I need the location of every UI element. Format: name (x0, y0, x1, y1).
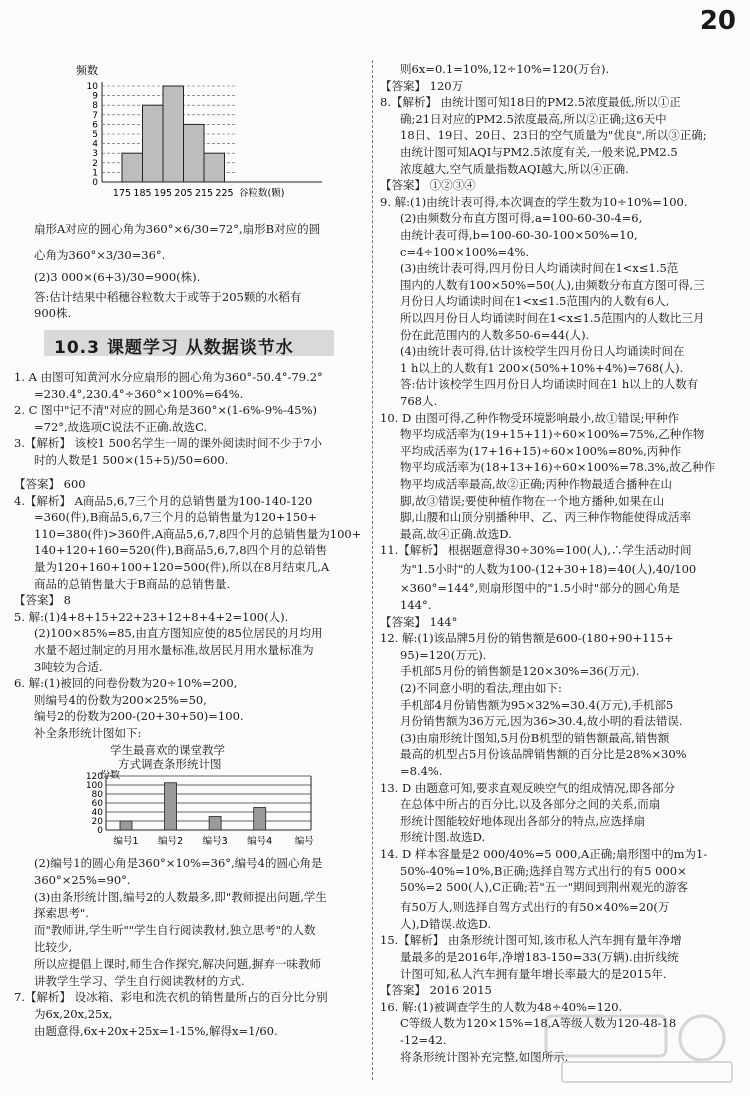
text-line: 由题意得,6x+20x+25x=1-15%,解得x=1/60. (34, 1024, 278, 1038)
text-line: 14. D 样本容量是2 000/40%=5 000,A正确;扇形图中的m为1- (380, 847, 708, 861)
text-line: C等级人数为120×15%=18,A等级人数为120-48-18 (400, 1016, 677, 1031)
hist-ylabel: 频数 (76, 64, 98, 77)
text-line: 18日、19日、20日、23日的空气质量为"优良",所以③正确; (400, 128, 707, 143)
text-line: 11.【解析】 根据题意得30÷30%=100(人),∴学生活动时间 (380, 543, 692, 558)
text-line: 144°. (400, 598, 432, 612)
text-line: 水量不超过制定的月用水量标准,故居民月用水量标准为 (34, 643, 314, 657)
hist-x-tick: 185 (133, 188, 152, 199)
bar-y-tick: 40 (91, 808, 103, 818)
text-line: 份在此范围内的人数多50-6=44(人). (400, 327, 590, 342)
text-line: (3)由条形统计图,编号2的人数最多,即"教师提出问题,学生 (34, 889, 327, 904)
hist-xlabel: 谷粒数(颗) (239, 188, 285, 199)
text-line: 而"教师讲,学生听""学生自行阅读教材,独立思考"的人数 (34, 923, 316, 938)
text-line: 140+120+160=520(件),B商品5,6,7,8四个月的总销售 (34, 543, 328, 558)
text-line: 确;21日对应的PM2.5浓度最高,所以②正确;这6天中 (400, 111, 667, 126)
bar-y-tick: 20 (91, 817, 103, 827)
text-line: =360(件),B商品5,6,7三个月的总销售量为120+150+ (34, 510, 318, 525)
bar-x-tick: 编号1 (113, 836, 139, 847)
section-title: 10.3 课题学习 从数据谈节水 (54, 338, 294, 358)
text-line: 物平均成活率为(19+15+11)÷60×100%=75%,乙种作物 (400, 427, 705, 442)
text-line: 手机部4月份销售额为95×32%=30.4(万元),手机部5 (400, 697, 674, 712)
hist-y-tick: 4 (92, 139, 98, 150)
text-line: 浓度越大,空气质量指数AQI越大,所以④正确. (400, 161, 629, 176)
text-line: 【答案】 144° (380, 614, 458, 629)
hist-y-tick: 7 (92, 110, 98, 121)
text-line: (2)由频数分布直方图可得,a=100-60-30-4=6, (400, 211, 643, 226)
hist-bar (204, 153, 225, 182)
hist-y-tick: 5 (92, 130, 98, 140)
text-line: ×360°=144°,则扇形图中的"1.5小时"部分的圆心角是 (400, 581, 680, 596)
hist-bar (184, 124, 205, 182)
text-line: 在总体中所占的百分比,以及各部分之间的关系,而扇 (400, 797, 661, 812)
hist-x-tick: 175 (112, 188, 132, 199)
text-line: 6. 解:(1)被回的问卷份数为20÷10%=200, (14, 676, 238, 691)
page-number: 20 (699, 6, 736, 36)
hist-x-tick: 195 (153, 188, 173, 199)
hist-y-tick: 6 (92, 120, 98, 131)
text-line: 时的人数是1 500×(15+5)/50=600. (34, 453, 229, 467)
hist-bar (163, 86, 184, 182)
text-line: 答:估计该校学生四月份日人均诵读时间在1 h以上的人数有 (400, 377, 699, 392)
text-line: 脚,故③错误;要使种植作物在一个地方播种,如果在山 (400, 493, 665, 508)
hist-y-tick: 3 (92, 149, 98, 160)
text-line: 50%=2 500(人),C正确;若"五一"期间到荆州观光的游客 (400, 880, 688, 895)
text-line: 50%-40%=10%,B正确;选择自驾方式出行的有5 000× (400, 863, 687, 878)
teaching-method-bar-chart (66, 770, 316, 850)
bar-y-tick: 60 (91, 799, 103, 809)
text-line: 3吨较为合适. (34, 659, 103, 674)
text-line: 有50万人,则选择自驾方式出行的有50×40%=20(万 (400, 900, 670, 915)
bar-chart-title-2: 方式调查条形统计图 (118, 757, 222, 771)
text-line: 编号2的份数为200-(20+30+50)=100. (34, 709, 244, 724)
text-line: 【答案】 120万 (380, 78, 464, 93)
text-line: 【答案】 ①②③④ (380, 178, 476, 193)
text-line: 【答案】 8 (14, 593, 71, 608)
text-line: 为6x,20x,25x, (34, 1007, 113, 1022)
text-line: (2)不同意小明的看法,理由如下: (400, 681, 562, 695)
text-line: 2. C 图中"记不清"对应的圆心角是360°×(1-6%-9%-45%) (14, 403, 317, 418)
text-line: 围内的人数有100×50%=50(人),由频数分布直方图可得,三 (400, 277, 705, 292)
bar-chart-bar (165, 783, 177, 830)
hist-bar (143, 105, 164, 182)
hist-bar (122, 153, 143, 182)
bar-chart-bar (209, 817, 221, 831)
bar-y-tick: 120 (85, 772, 103, 782)
text-line: 将条形统计图补充完整,如图所示. (400, 1049, 569, 1064)
bar-x-tick: 编号3 (202, 836, 228, 847)
text-line: 所以四月份日人均诵读时间在1<x≤1.5范围内的人数比三月 (400, 311, 705, 325)
text-line: (2)3 000×(6+3)/30=900(株). (34, 270, 201, 284)
text-line: 110=380(件)>360件,A商品5,6,7,8四个月的总销售量为100+ (34, 526, 362, 541)
text-line: 13. D 由题意可知,要求直观反映空气的组成情况,即各部分 (380, 780, 676, 795)
text-line: 量为120+160+100+120=500(件),所以在8月结束几,A (34, 560, 330, 574)
text-line: 8.【解析】 由统计图可知18日的PM2.5浓度最低,所以①正 (380, 95, 681, 110)
text-line: 答:估计结果中稻穗谷粒数大于或等于205颗的水稻有 (34, 290, 302, 304)
text-line: 形统计图.故选D. (400, 830, 486, 845)
text-line: c=4÷100×100%=4%. (400, 244, 530, 259)
hist-y-tick: 8 (92, 101, 98, 112)
bar-x-tick: 编号2 (158, 836, 184, 847)
column-divider (372, 60, 373, 1080)
text-line: 则6x=0.1=10%,12÷10%=120(万台). (400, 62, 610, 76)
text-line: 【答案】 2016 2015 (380, 983, 492, 998)
text-line: 人),D错误.故选D. (400, 916, 491, 931)
text-line: 物平均成活率最高,故②正确;丙种作物最适合播种在山 (400, 477, 673, 491)
hist-y-tick: 9 (92, 91, 98, 102)
text-line: 比较少, (34, 940, 73, 954)
text-line: 15.【解析】 由条形统计图可知,该市私人汽车拥有量年净增 (380, 933, 682, 948)
text-line: 月份日人均诵读时间在1<x≤1.5范围内的人数有6人, (400, 294, 670, 309)
text-line: 商品的总销售量大于B商品的总销售量. (34, 576, 231, 591)
watermark-logo (542, 1010, 742, 1090)
text-line: 3.【解析】 该校1 500名学生一周的课外阅读时间不少于7小 (14, 436, 322, 451)
text-line: 7.【解析】 设冰箱、彩电和洗衣机的销售量所占的百分比分别 (14, 990, 328, 1005)
text-line: 9. 解:(1)由统计表可得,本次调查的学生数为10÷10%=100. (380, 194, 688, 209)
text-line: 由统计图可知AQI与PM2.5浓度有关,一般来说,PM2.5 (400, 145, 678, 159)
grain-histogram (72, 64, 352, 214)
bar-chart-bar (120, 821, 132, 830)
hist-y-tick: 10 (86, 82, 98, 92)
text-line: 补全条形统计图如下: (34, 726, 142, 740)
text-line: 1 h以上的人数有1 200×(50%+10%+4%)=768(人). (400, 360, 684, 375)
text-line: 900株. (34, 306, 72, 320)
bar-y-tick: 100 (85, 781, 103, 791)
text-line: 768人. (400, 394, 438, 408)
bar-y-tick: 80 (91, 790, 103, 800)
text-line: (3)由统计表可得,四月份日人均诵读时间在1<x≤1.5范 (400, 261, 679, 276)
bar-ylabel: 份数 (100, 770, 120, 781)
text-line: -12=42. (400, 1033, 447, 1047)
hist-y-tick: 2 (92, 158, 98, 169)
bar-chart-bar (254, 808, 266, 831)
hist-y-tick: 0 (92, 178, 98, 188)
text-line: (3)由扇形统计图知,5月份B机型的销售额最高,销售额 (400, 730, 670, 745)
text-line: 计图可知,私人汽车拥有量年增长率最大的是2015年. (400, 966, 667, 981)
hist-x-tick: 205 (174, 188, 193, 199)
text-line: =72°,故选项C说法不正确.故选C. (34, 419, 208, 434)
text-line: 360°×25%=90°. (34, 872, 131, 887)
text-line: 16. 解:(1)被调查学生的人数为48÷40%=120. (380, 999, 623, 1014)
text-line: 脚,山腰和山顶分别播种甲、乙、丙三种作物能使得成活率 (400, 510, 692, 525)
hist-x-tick: 225 (215, 188, 234, 199)
text-line: (4)由统计表可得,估计该校学生四月份日人均诵读时间在 (400, 344, 685, 359)
text-line: 所以应提倡上课时,师生合作探究,解决问题,摒弃一味教师 (34, 956, 321, 971)
text-line: 形统计图能较好地体现出各部分的特点,应选择扇 (400, 813, 646, 828)
text-line: 1. A 由图可知黄河水分应扇形的圆心角为360°-50.4°-79.2° (14, 370, 323, 384)
text-line: 探索思考". (34, 906, 89, 921)
text-line: 4.【解析】 A商品5,6,7三个月的总销售量为100-140-120 (14, 493, 313, 508)
text-line: 为"1.5小时"的人数为100-(12+30+18)=40(人),40/100 (400, 562, 697, 577)
bar-x-tick: 编号 (294, 836, 314, 847)
hist-x-tick: 215 (194, 188, 214, 199)
hist-y-tick: 1 (92, 168, 98, 179)
text-line: (2)100×85%=85,由直方图知应使的85位居民的月均用 (34, 626, 323, 641)
text-line: 由统计表可得,b=100-60-30-100×50%=10, (400, 228, 638, 242)
text-line: 平均成活率为(17+16+15)÷60×100%=80%,丙种作 (400, 443, 682, 458)
text-line: 95)=120(万元). (400, 647, 487, 662)
text-line: 则编号4的份数为200×25%=50, (34, 692, 207, 707)
text-line: 最高,故④正确.故选D. (400, 526, 512, 541)
text-line: =8.4%. (400, 764, 443, 778)
text-line: 最高的机型占5月份该品牌销售额的百分比是28%×30% (400, 747, 687, 762)
text-line: 月份销售额为36万元,因为36>30.4,故小明的看法错误. (400, 714, 683, 729)
text-line: 10. D 由图可得,乙种作物受环境影响最小,故①错误;甲种作 (380, 410, 680, 425)
text-line: 物平均成活率为(18+13+16)÷60×100%=78.3%,故乙种作 (400, 460, 716, 475)
bar-x-tick: 编号4 (247, 836, 273, 847)
text-line: =230.4°,230.4°÷360°×100%=64%. (34, 386, 244, 401)
bar-chart-title-1: 学生最喜欢的课堂教学 (110, 743, 225, 757)
text-line: 量最多的是2016年,净增183-150=33(万辆).由折线统 (400, 950, 679, 964)
text-line: 【答案】 600 (14, 477, 86, 491)
text-line: 心角为360°×3/30=36°. (34, 248, 166, 262)
text-line: 5. 解:(1)4+8+15+22+23+12+8+4+2=100(人). (14, 609, 289, 624)
text-line: 讲教学生学习、学生自行阅读教材的方式. (34, 973, 245, 988)
text-line: 扇形A对应的圆心角为360°×6/30=72°,扇形B对应的圆 (34, 222, 321, 236)
text-line: 手机部5月份的销售额是120×30%=36(万元). (400, 664, 640, 679)
text-line: (2)编号1的圆心角是360°×10%=36°,编号4的圆心角是 (34, 856, 323, 870)
text-line: 12. 解:(1)该品牌5月份的销售额是600-(180+90+115+ (380, 631, 674, 646)
bar-y-tick: 0 (97, 826, 103, 836)
